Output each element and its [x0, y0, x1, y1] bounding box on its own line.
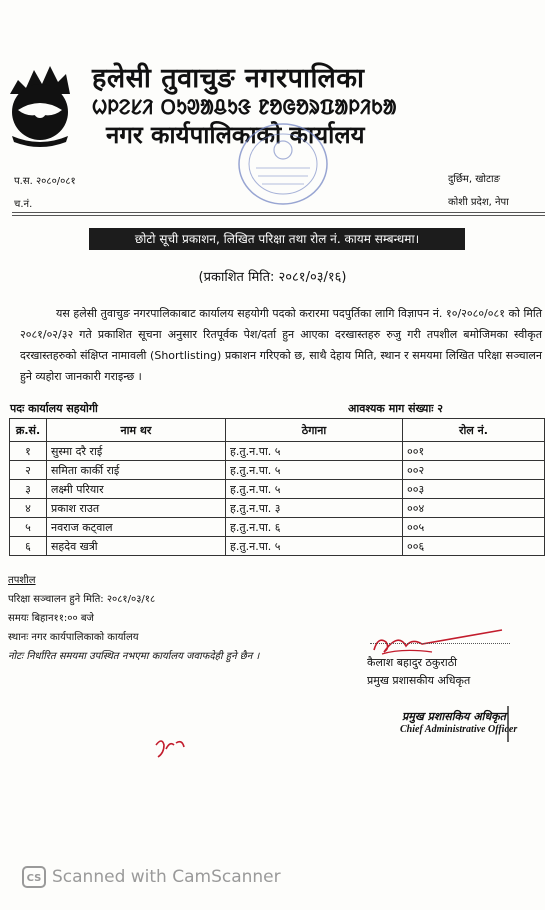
- seal-text-nepali: प्रमुख प्रशासकिय अधिकृत: [402, 710, 506, 723]
- details-heading: तपशील: [8, 575, 36, 586]
- municipality-title: हलेसी तुवाचुङ नगरपालिका: [92, 63, 365, 94]
- table-cell: ह.तु.न.पा. ५: [226, 461, 403, 480]
- location-line-2: कोशी प्रदेश, नेपा: [448, 197, 509, 208]
- table-cell: १: [10, 442, 47, 461]
- dispatch-number: च.नं.: [14, 199, 33, 210]
- office-stamp-icon: [228, 120, 338, 212]
- table-cell: ह.तु.न.पा. ५: [226, 480, 403, 499]
- table-cell: ह.तु.न.पा. ५: [226, 537, 403, 556]
- subject-banner: छोटो सूची प्रकाशन, लिखित परिक्षा तथा रोल नं. कायम सम्बन्धमा।: [89, 228, 465, 250]
- seal-text-english: Chief Administrative Officer: [400, 724, 518, 735]
- table-row: [10, 499, 545, 518]
- office-title: नगर कार्यपालिकाको कार्यालय: [106, 121, 365, 149]
- table-cell: ह.तु.न.पा. ३: [226, 499, 403, 518]
- table-cell: समिता कार्की राई: [47, 461, 226, 480]
- table-cell: ००२: [403, 461, 545, 480]
- header-divider: [12, 215, 545, 216]
- table-row: [10, 518, 545, 537]
- table-cell: ००४: [403, 499, 545, 518]
- location-line-1: दुर्छिम, खोटाङ: [448, 174, 501, 185]
- column-header: नाम थर: [47, 419, 226, 442]
- exam-date: परिक्षा सञ्चालन हुने मिति: २०८१/०३/१८: [8, 594, 156, 605]
- exam-venue: स्थानः नगर कार्यपालिकाको कार्यालय: [8, 632, 139, 643]
- signature-line: [370, 643, 510, 644]
- camscanner-logo-icon: [22, 866, 46, 888]
- table-cell: प्रकाश राउत: [47, 499, 226, 518]
- municipality-title-script: ᱦᱞᱮᱥᱤ ᱛᱩᱣᱟᱪᱩᱝ ᱱᱚᱜᱚᱨᱯᱟᱞᱤᱠᱟ: [92, 95, 397, 119]
- table-row: [10, 461, 545, 480]
- table-cell: २: [10, 461, 47, 480]
- table-cell: ह.तु.न.पा. ५: [226, 442, 403, 461]
- municipality-emblem-icon: [4, 52, 76, 147]
- table-row: [10, 480, 545, 499]
- scanner-watermark: Scanned with CamScanner: [52, 867, 281, 887]
- table-cell: सुस्मा दरै राई: [47, 442, 226, 461]
- column-header: क्र.सं.: [10, 419, 47, 442]
- notice-body: यस हलेसी तुवाचुङ नगरपालिकाबाट कार्यालय सहयोगी पदको करारमा पदपुर्तिका लागि विज्ञापन नं. १०/२०८०/०८१ को मिति २०८१/०२/३२ गते प्रकाशित सूचना अनुसार रितपूर्वक पेश/दर्ता हुन आएका दरखास्तहरु रुजु गरी तपशील बमोजिमका स्वीकृत दरखास्तहरुको संक्षिप्त नामावली (Shortlisting) प्रकाशन गरिएको छ, साथै देहाय मिति, स्थान र समयमा लिखित परिक्षा सञ्चालन हुने व्यहोरा जानकारी गराइन्छ ।: [20, 307, 542, 383]
- column-header: रोल नं.: [403, 419, 545, 442]
- exam-note: नोटः निर्धारित समयमा उपस्थित नभएमा कार्यालय जवाफदेही हुने छैन ।: [8, 651, 260, 662]
- table-cell: ००५: [403, 518, 545, 537]
- table-cell: ६: [10, 537, 47, 556]
- exam-time: समयः बिहान११:०० बजे: [8, 613, 94, 624]
- post-label: पदः कार्यालय सहयोगी: [10, 402, 98, 415]
- table-row: [10, 537, 545, 556]
- exam-details: [8, 571, 259, 666]
- table-cell: ३: [10, 480, 47, 499]
- table-cell: ह.तु.न.पा. ६: [226, 518, 403, 537]
- table-cell: ००३: [403, 480, 545, 499]
- svg-text:CS: CS: [26, 873, 42, 884]
- letter-number: प.स. २०८०/०८१: [14, 176, 76, 187]
- table-cell: सहदेव खत्री: [47, 537, 226, 556]
- signatory-title: प्रमुख प्रशासकीय अधिकृत: [367, 674, 471, 687]
- table-row: [10, 442, 545, 461]
- table-cell: ००१: [403, 442, 545, 461]
- table-cell: ००६: [403, 537, 545, 556]
- requirement-label: आवश्यक माग संख्याः २: [348, 402, 444, 415]
- table-cell: ४: [10, 499, 47, 518]
- header-divider: [12, 212, 545, 213]
- signatory-name: कैलाश बहादुर ठकुराठी: [367, 656, 457, 669]
- table-cell: ५: [10, 518, 47, 537]
- handwritten-mark-icon: [152, 735, 188, 763]
- table-cell: लक्ष्मी परियार: [47, 480, 226, 499]
- table-cell: नवराज कट्वाल: [47, 518, 226, 537]
- shortlist-table: [9, 418, 545, 556]
- column-header: ठेगाना: [226, 419, 403, 442]
- table-header-row: [10, 419, 545, 442]
- published-date: (प्रकाशित मिति: २०८१/०३/१६): [198, 270, 347, 285]
